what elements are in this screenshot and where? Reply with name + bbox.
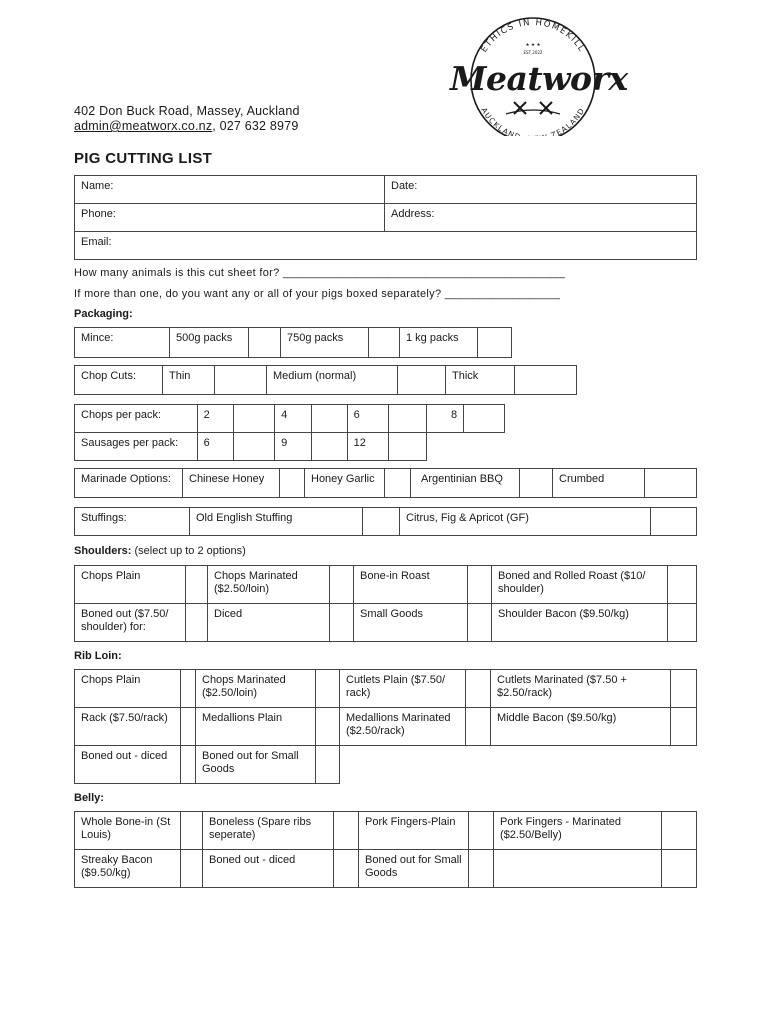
email-link[interactable]: admin@meatworx.co.nz bbox=[74, 119, 213, 133]
shoulders-note: (select up to 2 options) bbox=[131, 545, 246, 557]
shoulder-option: Boned and Rolled Roast ($10/ shoulder) bbox=[492, 566, 668, 604]
chops-per-pack-label: Chops per pack: bbox=[75, 405, 198, 433]
count-option: 8 bbox=[427, 405, 464, 433]
checkbox[interactable] bbox=[671, 708, 697, 746]
checkbox[interactable] bbox=[398, 366, 446, 395]
checkbox[interactable] bbox=[651, 508, 697, 536]
belly-option: Pork Fingers - Marinated ($2.50/Belly) bbox=[494, 812, 662, 850]
checkbox[interactable] bbox=[662, 850, 697, 888]
checkbox[interactable] bbox=[388, 405, 427, 433]
rib-loin-option: Cutlets Marinated ($7.50 + $2.50/rack) bbox=[491, 670, 671, 708]
checkbox[interactable] bbox=[181, 850, 203, 888]
checkbox[interactable] bbox=[181, 708, 196, 746]
stuffing-option: Citrus, Fig & Apricot (GF) bbox=[400, 508, 651, 536]
count-option: 4 bbox=[275, 405, 312, 433]
belly-heading: Belly: bbox=[74, 792, 104, 804]
shoulder-option: Boned out ($7.50/ shoulder) for: bbox=[75, 604, 186, 642]
rib-loin-option: Chops Marinated ($2.50/loin) bbox=[196, 670, 316, 708]
empty-cell bbox=[491, 746, 671, 784]
rib-loin-option: Medallions Plain bbox=[196, 708, 316, 746]
belly-table bbox=[74, 811, 697, 888]
checkbox[interactable] bbox=[316, 670, 340, 708]
belly-option: Boned out for Small Goods bbox=[359, 850, 469, 888]
chop-cut-option: Medium (normal) bbox=[267, 366, 398, 395]
count-option: 12 bbox=[347, 433, 388, 461]
count-option: 6 bbox=[347, 405, 388, 433]
checkbox[interactable] bbox=[280, 469, 305, 498]
marinade-option: Honey Garlic bbox=[305, 469, 385, 498]
shoulders-table bbox=[74, 565, 697, 642]
checkbox[interactable] bbox=[369, 328, 400, 358]
checkbox[interactable] bbox=[466, 670, 491, 708]
chop-cuts-table bbox=[74, 365, 577, 395]
checkbox[interactable] bbox=[645, 469, 697, 498]
boxed-question[interactable]: If more than one, do you want any or all of your pigs boxed separately? __________________ bbox=[74, 288, 561, 300]
belly-option: Streaky Bacon ($9.50/kg) bbox=[75, 850, 181, 888]
checkbox[interactable] bbox=[234, 433, 275, 461]
marinade-option: Argentinian BBQ bbox=[411, 469, 520, 498]
stuffings-label: Stuffings: bbox=[75, 508, 190, 536]
chop-cut-option: Thick bbox=[446, 366, 515, 395]
checkbox[interactable] bbox=[468, 566, 492, 604]
belly-option: Boned out - diced bbox=[203, 850, 334, 888]
checkbox[interactable] bbox=[520, 469, 553, 498]
rib-loin-table bbox=[74, 669, 697, 784]
marinade-table bbox=[74, 468, 697, 498]
contact-table bbox=[74, 175, 697, 260]
shoulder-option: Chops Marinated ($2.50/loin) bbox=[208, 566, 330, 604]
mince-option: 500g packs bbox=[170, 328, 249, 358]
checkbox[interactable] bbox=[330, 604, 354, 642]
phone-field[interactable]: Phone: bbox=[75, 204, 385, 232]
sausages-per-pack-label: Sausages per pack: bbox=[75, 433, 198, 461]
shoulder-option: Small Goods bbox=[354, 604, 468, 642]
checkbox[interactable] bbox=[334, 812, 359, 850]
mince-label: Mince: bbox=[75, 328, 170, 358]
checkbox[interactable] bbox=[316, 708, 340, 746]
empty-cell bbox=[464, 433, 505, 461]
checkbox[interactable] bbox=[388, 433, 427, 461]
company-address bbox=[74, 104, 300, 134]
chop-cut-option: Thin bbox=[163, 366, 215, 395]
checkbox[interactable] bbox=[464, 405, 505, 433]
count-option: 9 bbox=[275, 433, 312, 461]
svg-text:AUCKLAND, NEW ZEALAND: AUCKLAN ZEALAND bbox=[479, 105, 587, 136]
rib-loin-option: Cutlets Plain ($7.50/ rack) bbox=[340, 670, 466, 708]
date-field[interactable]: Date: bbox=[385, 176, 697, 204]
mince-option: 1 kg packs bbox=[400, 328, 478, 358]
checkbox[interactable] bbox=[186, 566, 208, 604]
checkbox[interactable] bbox=[181, 812, 203, 850]
rib-loin-option: Boned out for Small Goods bbox=[196, 746, 316, 784]
email-field[interactable]: Email: bbox=[75, 232, 697, 260]
marinade-option: Chinese Honey bbox=[183, 469, 280, 498]
empty-cell bbox=[427, 433, 464, 461]
svg-text:ETHICS IN HOMEKILL: ETHICS IN HOMEKILL bbox=[479, 17, 587, 55]
belly-option: Boneless (Spare ribs seperate) bbox=[203, 812, 334, 850]
checkbox[interactable] bbox=[662, 812, 697, 850]
stuffings-table bbox=[74, 507, 697, 536]
rib-loin-heading: Rib Loin: bbox=[74, 650, 122, 662]
checkbox[interactable] bbox=[469, 850, 494, 888]
checkbox[interactable] bbox=[311, 405, 347, 433]
animals-question[interactable]: How many animals is this cut sheet for? ____________________________________________ bbox=[74, 267, 566, 279]
address-field[interactable]: Address: bbox=[385, 204, 697, 232]
rib-loin-option: Chops Plain bbox=[75, 670, 181, 708]
count-option: 6 bbox=[197, 433, 234, 461]
shoulder-option: Shoulder Bacon ($9.50/kg) bbox=[492, 604, 668, 642]
checkbox[interactable] bbox=[515, 366, 577, 395]
checkbox[interactable] bbox=[181, 670, 196, 708]
checkbox[interactable] bbox=[334, 850, 359, 888]
empty-cell bbox=[671, 746, 697, 784]
empty-cell bbox=[466, 746, 491, 784]
empty-cell bbox=[340, 746, 466, 784]
belly-option bbox=[494, 850, 662, 888]
meatworx-logo bbox=[444, 14, 628, 136]
shoulder-option: Chops Plain bbox=[75, 566, 186, 604]
name-field[interactable]: Name: bbox=[75, 176, 385, 204]
checkbox[interactable] bbox=[668, 566, 697, 604]
count-option: 2 bbox=[197, 405, 234, 433]
checkbox[interactable] bbox=[478, 328, 512, 358]
marinade-label: Marinade Options: bbox=[75, 469, 183, 498]
chop-cuts-label: Chop Cuts: bbox=[75, 366, 163, 395]
svg-text:EST 2022: EST 2022 bbox=[523, 50, 543, 55]
logo-brand: Meatworx bbox=[450, 59, 628, 98]
checkbox[interactable] bbox=[668, 604, 697, 642]
shoulders-heading bbox=[74, 545, 246, 557]
contact-line bbox=[74, 119, 300, 134]
belly-option: Pork Fingers-Plain bbox=[359, 812, 469, 850]
checkbox[interactable] bbox=[363, 508, 400, 536]
checkbox[interactable] bbox=[186, 604, 208, 642]
rib-loin-option: Medallions Marinated ($2.50/rack) bbox=[340, 708, 466, 746]
checkbox[interactable] bbox=[215, 366, 267, 395]
rib-loin-option: Rack ($7.50/rack) bbox=[75, 708, 181, 746]
rib-loin-option: Boned out - diced bbox=[75, 746, 181, 784]
marinade-option: Crumbed bbox=[553, 469, 645, 498]
page-title: PIG CUTTING LIST bbox=[74, 150, 213, 167]
mince-option: 750g packs bbox=[281, 328, 369, 358]
checkbox[interactable] bbox=[181, 746, 196, 784]
checkbox[interactable] bbox=[469, 812, 494, 850]
checkbox[interactable] bbox=[234, 405, 275, 433]
rib-loin-option: Middle Bacon ($9.50/kg) bbox=[491, 708, 671, 746]
belly-option: Whole Bone-in (St Louis) bbox=[75, 812, 181, 850]
checkbox[interactable] bbox=[671, 670, 697, 708]
checkbox[interactable] bbox=[316, 746, 340, 784]
checkbox[interactable] bbox=[311, 433, 347, 461]
shoulder-option: Bone-in Roast bbox=[354, 566, 468, 604]
pack-count-table bbox=[74, 404, 505, 461]
checkbox[interactable] bbox=[466, 708, 491, 746]
packaging-heading: Packaging: bbox=[74, 308, 133, 320]
shoulder-option: Diced bbox=[208, 604, 330, 642]
mince-table bbox=[74, 327, 512, 358]
address-line: 402 Don Buck Road, Massey, Auckland bbox=[74, 104, 300, 118]
checkbox[interactable] bbox=[468, 604, 492, 642]
stuffing-option: Old English Stuffing bbox=[190, 508, 363, 536]
checkbox[interactable] bbox=[330, 566, 354, 604]
checkbox[interactable] bbox=[249, 328, 281, 358]
phone-number: , 027 632 8979 bbox=[212, 119, 299, 133]
shoulders-title: Shoulders: bbox=[74, 545, 132, 557]
checkbox[interactable] bbox=[385, 469, 411, 498]
svg-text:★ ★ ★: ★ ★ ★ bbox=[525, 43, 541, 48]
